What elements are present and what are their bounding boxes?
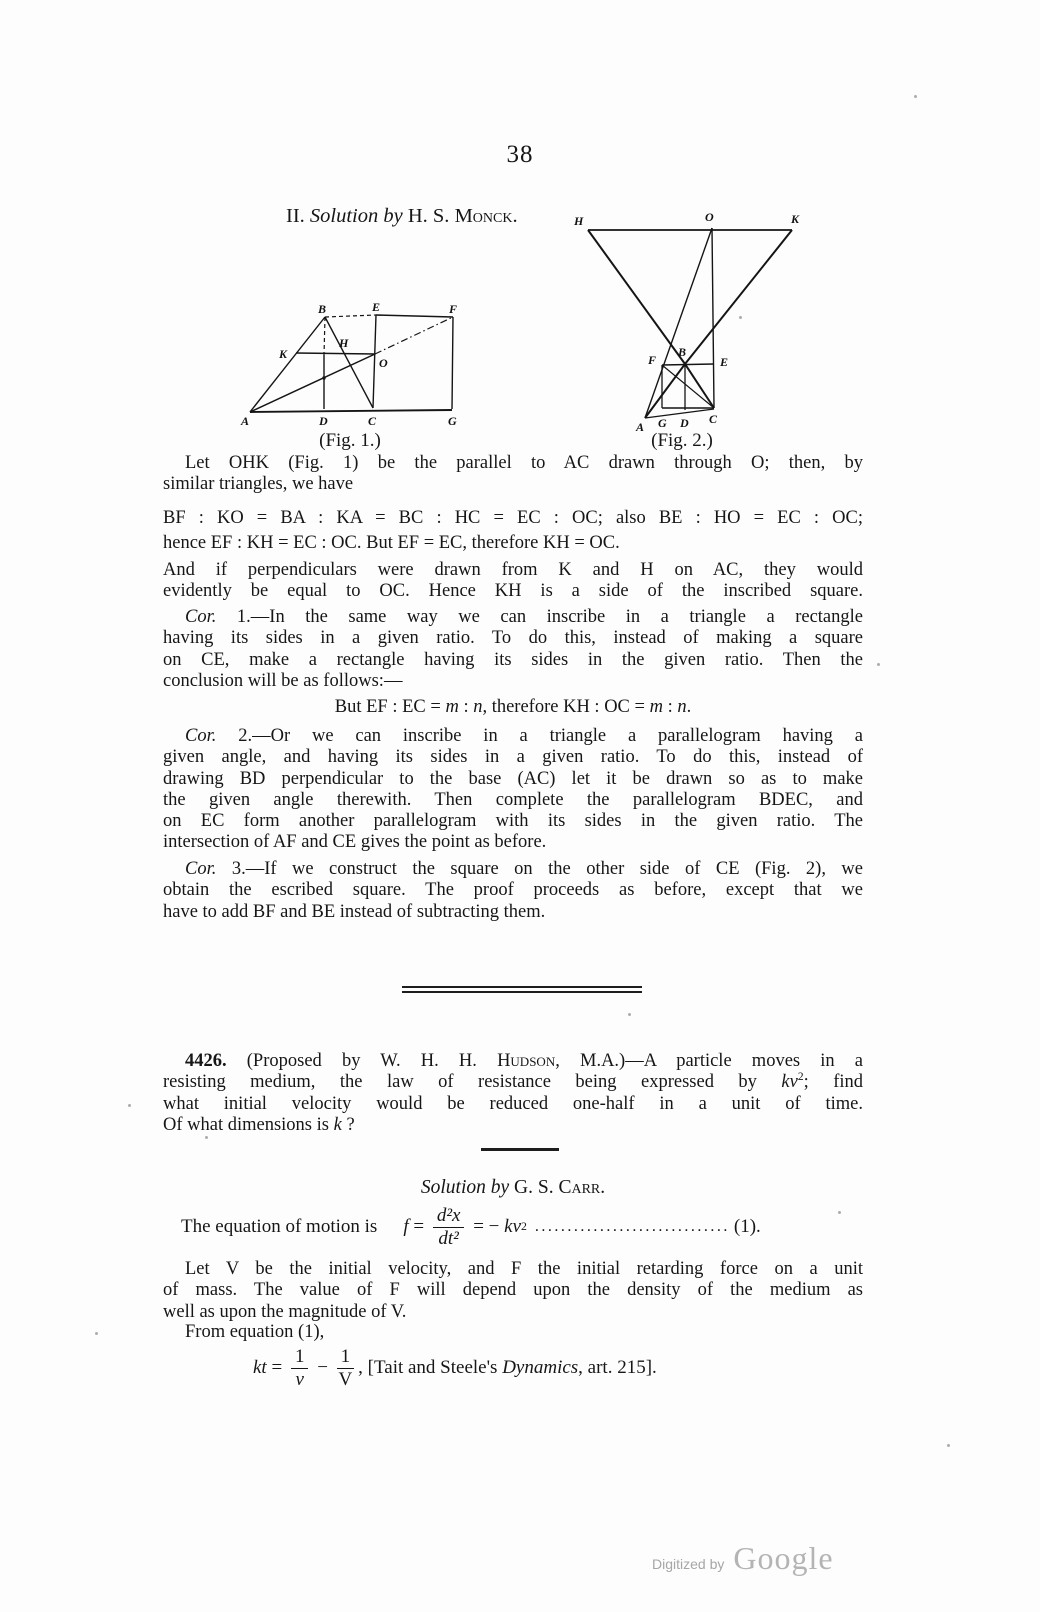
fig1-intersection-dot — [322, 376, 325, 379]
cor-label: Cor. — [185, 726, 217, 746]
fig1-label-F: F — [449, 302, 458, 316]
scan-speck — [739, 316, 742, 319]
text-line: given angle, and having its sides in a given ratio. To do this, instead of — [163, 747, 863, 768]
var-kv: kv — [504, 1216, 522, 1237]
cor-text: 3.—If we construct the square on the other side of CE (Fig. 2), we — [216, 859, 863, 879]
fig1-label-C: C — [368, 414, 377, 428]
corollary-3 — [163, 859, 863, 923]
fig1-line-EC — [373, 315, 376, 408]
eq-var-n: n — [677, 697, 687, 717]
fig1-line-BD-upper-dashed — [324, 317, 325, 355]
fraction-1-v — [291, 1347, 309, 1390]
fig1-label-E: E — [372, 300, 381, 314]
solution-numeral: II. — [286, 205, 305, 227]
text-line: Let V be the initial velocity, and F the initial retarding force on a unit — [185, 1259, 863, 1279]
fig2-square-top-FE — [662, 364, 714, 365]
text-line: having its sides in a given ratio. To do this, instead of making a square — [163, 628, 863, 649]
text-line: of mass. The value of F will depend upon the density of the medium as — [163, 1280, 863, 1301]
fraction-numerator: d²x — [433, 1206, 465, 1228]
fig2-label-B: B — [678, 345, 687, 359]
scan-speck — [128, 1104, 131, 1107]
fraction-numerator: 1 — [291, 1347, 309, 1369]
problem-text: ? — [341, 1114, 355, 1135]
text-line: well as upon the magnitude of V. — [163, 1301, 407, 1322]
author-initials: H. S. — [407, 205, 455, 227]
text-line: have to add BF and BE instead of subtracting them. — [163, 901, 546, 922]
corollary-2 — [163, 726, 863, 854]
author-name: Carr. — [558, 1177, 606, 1198]
var-kt: kt — [253, 1357, 267, 1378]
fig2-line-OC-through-E — [712, 228, 714, 408]
text-line — [163, 1072, 863, 1093]
figure-2-caption: (Fig. 2.) — [651, 430, 713, 451]
eq-var-m: m — [445, 697, 459, 717]
fig1-line-BE-dashed — [325, 315, 376, 317]
exponent: 2 — [797, 1072, 804, 1084]
problem-4426 — [163, 1051, 863, 1136]
digitization-watermark — [652, 1540, 834, 1577]
fig2-label-C: C — [709, 412, 718, 426]
fraction-denominator: dt² — [438, 1227, 459, 1249]
scan-speck — [947, 1444, 950, 1447]
text-line: conclusion will be as follows:— — [163, 670, 403, 691]
text-line: on EC form another parallelogram with its sides in the given ratio. The — [163, 811, 863, 832]
from-equation-line: From equation (1), — [185, 1322, 325, 1342]
section-divider-rule — [402, 986, 642, 996]
author-initials: G. S. — [509, 1177, 559, 1198]
paragraph-perpendiculars — [163, 560, 863, 603]
eq-part: : — [662, 697, 678, 717]
fig2-label-E: E — [720, 355, 729, 369]
fig1-line-AB — [250, 317, 325, 412]
fig1-line-KO — [296, 353, 375, 354]
equation-ratios-1: BF : KO = BA : KA = BC : HC = EC : OC; also BE : HO = EC : OC; — [163, 508, 863, 528]
proposer-name: Hudson — [497, 1051, 556, 1071]
fig1-label-G: G — [448, 414, 457, 428]
text-line: obtain the escribed square. The proof proceeds as before, except that we — [163, 880, 863, 901]
paragraph-intro — [163, 453, 863, 496]
dot-leader: .............................. — [534, 1218, 730, 1235]
fig2-label-H: H — [574, 214, 584, 228]
page-number: 38 — [506, 141, 534, 168]
fig1-line-BC — [325, 317, 373, 408]
solution-by-text: Solution by — [304, 205, 408, 227]
fig1-line-AO — [250, 354, 375, 412]
solution-heading — [163, 1177, 863, 1199]
citation-text: , [Tait and Steele's — [358, 1357, 503, 1378]
text-line: Let OHK (Fig. 1) be the parallel to AC drawn through O; then, by — [185, 453, 863, 473]
fig1-label-O: O — [379, 356, 388, 370]
minus-sign: − — [312, 1357, 333, 1378]
fraction-1-V — [337, 1347, 355, 1390]
scan-speck — [95, 1332, 98, 1335]
citation-text: , art. 215]. — [578, 1357, 657, 1378]
text-line — [163, 607, 863, 628]
problem-text: (Proposed by W. H. H. — [226, 1051, 498, 1071]
cor-text: 1.—In the same way we can inscribe in a triangle a rectangle — [216, 607, 863, 627]
problem-text: ; find — [803, 1072, 863, 1093]
cor-label: Cor. — [185, 607, 217, 627]
scan-speck — [877, 663, 880, 666]
eq-part: , therefore KH : OC = — [482, 697, 650, 717]
equation-kt — [253, 1344, 657, 1392]
eq-part: . — [686, 697, 692, 717]
solution-by-text: Solution by — [420, 1177, 510, 1198]
figure-1-caption: (Fig. 1.) — [319, 430, 381, 451]
fig1-line-OF-dashdot — [375, 317, 453, 354]
problem-text: resisting medium, the law of resistance being expressed by — [163, 1072, 782, 1093]
fig2-label-D: D — [680, 416, 689, 430]
fraction-d2x-dt2 — [433, 1206, 465, 1249]
fig2-line-HBC — [588, 230, 714, 408]
equation-ratios-2: hence EF : KH = EC : OC. But EF = EC, therefore KH = OC. — [163, 533, 620, 553]
corollary-1 — [163, 607, 863, 692]
problem-number: 4426. — [185, 1051, 227, 1071]
text-line: what initial velocity would be reduced one-half in a unit of time. — [163, 1093, 863, 1114]
text-line: evidently be equal to OC. Hence KH is a side of the inscribed square. — [163, 581, 863, 602]
solution-paragraph — [163, 1259, 863, 1323]
eq-var-m: m — [649, 697, 663, 717]
scan-speck — [838, 1211, 841, 1214]
equals-minus: = − — [468, 1216, 505, 1237]
var-kv: kv — [781, 1072, 798, 1093]
google-logo-text: Google — [733, 1540, 834, 1576]
fig2-label-G: G — [658, 416, 667, 430]
text-line — [163, 1115, 863, 1136]
eq-part: : — [458, 697, 474, 717]
equation-tag: (1). — [733, 1216, 761, 1237]
problem-divider-rule — [481, 1148, 559, 1151]
fig2-label-O: O — [705, 210, 714, 224]
fraction-denominator: V — [338, 1368, 353, 1390]
equals-sign: = — [408, 1216, 429, 1237]
figure-1-diagram — [225, 283, 475, 431]
fig2-label-K: K — [791, 212, 800, 226]
text-line — [163, 859, 863, 880]
text-line — [163, 1051, 863, 1072]
scan-speck — [914, 95, 917, 98]
fraction-denominator: v — [295, 1368, 304, 1390]
scan-speck — [628, 1013, 631, 1016]
scan-speck — [205, 1136, 208, 1139]
eq-var-n: n — [473, 697, 483, 717]
fig1-label-K: K — [279, 347, 288, 361]
author-name: Monck. — [454, 205, 518, 227]
fig1-line-FG — [452, 317, 453, 409]
fig2-line-KBA — [645, 230, 792, 418]
cor-text: 2.—Or we can inscribe in a triangle a parallelogram having a — [216, 726, 863, 746]
fig1-line-AG-base — [250, 410, 452, 412]
fig1-label-H: H — [339, 336, 349, 350]
equation-mn — [163, 697, 863, 719]
fig1-label-D: D — [319, 414, 328, 428]
figure-2-diagram — [548, 203, 816, 433]
watermark-prefix: Digitized by — [652, 1556, 725, 1572]
text-line: similar triangles, we have — [163, 474, 354, 495]
fig2-label-F: F — [648, 353, 657, 367]
cor-label: Cor. — [185, 859, 217, 879]
text-line — [163, 726, 863, 747]
text-line: intersection of AF and CE gives the point as before. — [163, 832, 547, 853]
fig1-label-A: A — [241, 414, 250, 428]
section-heading — [286, 205, 518, 228]
text-line: on CE, make a rectangle having its sides in the given ratio. Then the — [163, 649, 863, 670]
text-line: And if perpendiculars were drawn from K and H on AC, they would — [163, 560, 863, 580]
problem-text: Of what dimensions is — [163, 1114, 334, 1135]
eq-lead-text: The equation of motion is — [181, 1216, 378, 1237]
book-title: Dynamics — [502, 1357, 579, 1378]
fig2-diagonal-FC — [662, 365, 714, 408]
text-line: drawing BD perpendicular to the base (AC) let it be drawn so as to make — [163, 768, 863, 789]
fig1-label-B: B — [318, 302, 327, 316]
eq-part: But EF : EC = — [334, 697, 446, 717]
fig1-line-EF — [376, 315, 453, 317]
var-f: f — [403, 1216, 409, 1237]
fig2-label-A: A — [636, 420, 645, 433]
equals-sign: = — [266, 1357, 287, 1378]
var-k: k — [333, 1114, 342, 1135]
problem-text: , M.A.)—A particle moves in a — [555, 1051, 863, 1071]
equation-of-motion: The equation of motion is f = $\frac{\text{d²x}}{\text{dt²}}$ = − kv 2 .............................. (1). — [181, 1204, 761, 1249]
text-line: the given angle therewith. Then complete the parallelogram BDEC, and — [163, 789, 863, 810]
fraction-numerator: 1 — [337, 1347, 355, 1369]
